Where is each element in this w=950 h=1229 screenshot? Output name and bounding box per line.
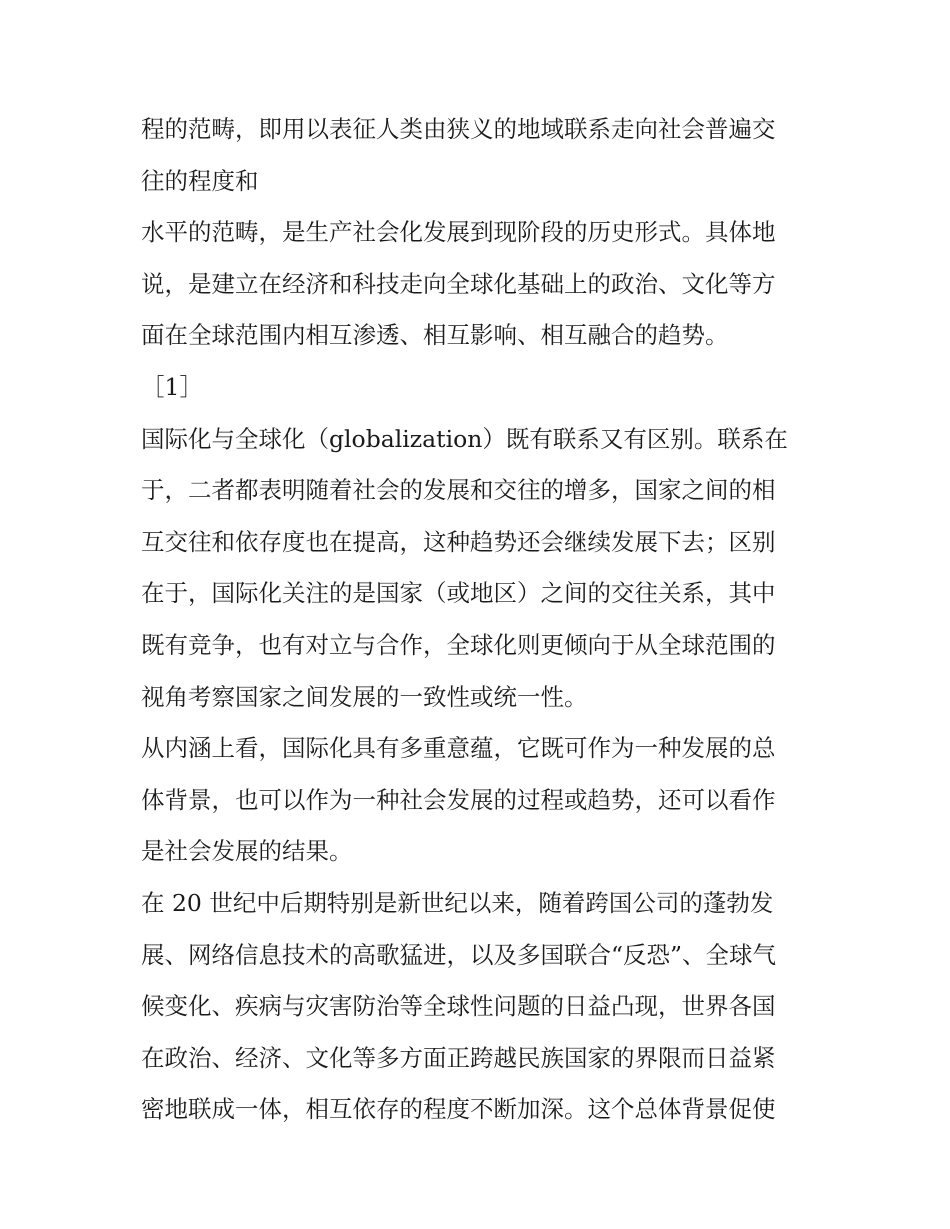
text-line: 视角考察国家之间发展的一致性或统一性。 [141,682,588,711]
text-line: 展、网络信息技术的高歌猛进，以及多国联合“反恐”、全球气 [141,940,777,969]
text-line: 密地联成一体，相互依存的程度不断加深。这个总体背景促使 [141,1095,776,1124]
text-line: 国际化与全球化（globalization）既有联系又有区别。联系在 [141,424,788,453]
text-line: 是社会发展的结果。 [141,837,353,866]
text-line: 在于，国际化关注的是国家（或地区）之间的交往关系，其中 [141,579,776,608]
text-line: 既有竞争，也有对立与合作，全球化则更倾向于从全球范围的 [141,630,776,659]
text-line: 说，是建立在经济和科技走向全球化基础上的政治、文化等方 [141,269,776,298]
text-line: 水平的范畴，是生产社会化发展到现阶段的历史形式。具体地 [141,218,776,247]
document-body [141,104,821,1136]
text-line: 程的范畴，即用以表征人类由狭义的地域联系走向社会普遍交 [141,115,776,143]
text-line: 在政治、经济、文化等多方面正跨越民族国家的界限而日益紧 [141,1043,776,1072]
text-line: 面在全球范围内相互渗透、相互影响、相互融合的趋势。 [141,321,729,350]
text-line: 候变化、疾病与灾害防治等全球性问题的日益凸现，世界各国 [141,992,776,1021]
text-line: 体背景，也可以作为一种社会发展的过程或趋势，还可以看作 [141,785,776,814]
text-line: 互交往和依存度也在提高，这种趋势还会继续发展下去；区别 [141,527,776,556]
footnote-reference: ［1］ [141,372,203,401]
text-line: 在 20 世纪中后期特别是新世纪以来，随着跨国公司的蓬勃发 [141,888,774,917]
text-line: 往的程度和 [141,166,259,195]
text-line: 从内涵上看，国际化具有多重意蕴，它既可作为一种发展的总 [141,734,776,763]
text-line: 于，二者都表明随着社会的发展和交往的增多，国家之间的相 [141,476,776,505]
